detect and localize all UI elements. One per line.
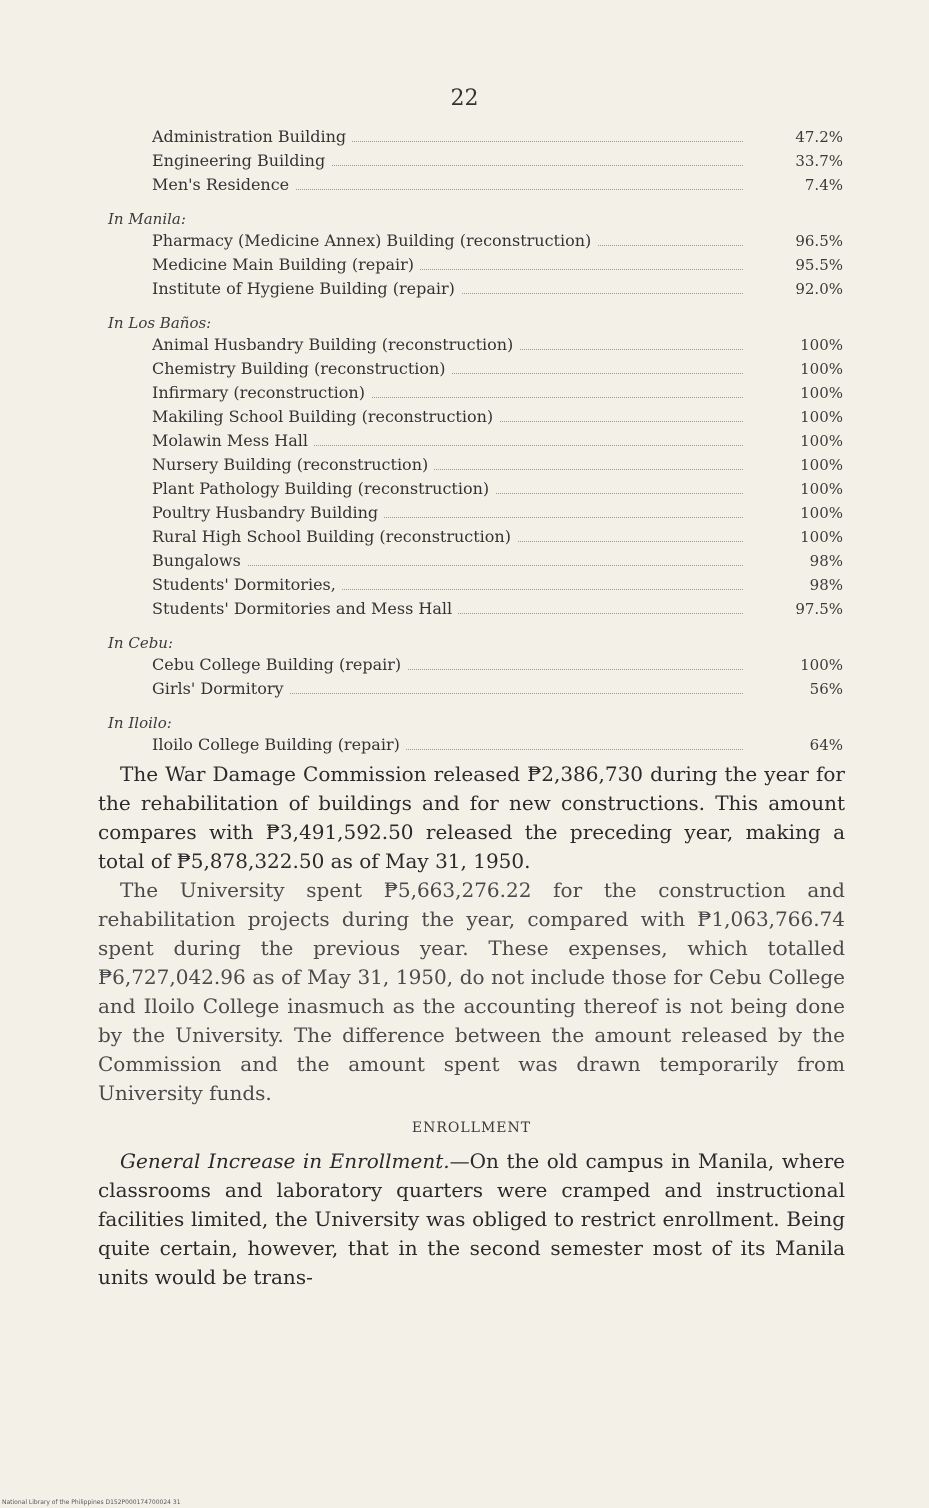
completion-percent: 100% [800,408,843,426]
building-group [108,209,843,301]
building-name: Engineering Building [152,151,331,170]
section-heading-enrollment: ENROLLMENT [411,1120,532,1136]
building-name: Rural High School Building (reconstruction) [152,527,517,546]
building-row [108,677,843,701]
building-row [108,477,843,501]
building-row [108,229,843,253]
building-progress-table [108,125,843,769]
building-name: Medicine Main Building (repair) [152,255,420,274]
completion-percent: 100% [800,504,843,522]
completion-percent: 47.2% [795,128,843,146]
completion-percent: 98% [809,576,843,594]
building-name: Molawin Mess Hall [152,431,314,450]
group-heading: In Iloilo: [108,714,172,732]
building-row [108,573,843,597]
building-group [108,713,843,757]
building-name: Pharmacy (Medicine Annex) Building (reconstruction) [152,231,597,250]
building-name: Poultry Husbandry Building [152,503,384,522]
building-group [108,633,843,701]
building-row [108,653,843,677]
building-row [108,149,843,173]
group-heading: In Manila: [108,210,186,228]
building-name: Men's Residence [152,175,295,194]
group-heading: In Cebu: [108,634,174,652]
building-name: Makiling School Building (reconstruction) [152,407,499,426]
building-row [108,253,843,277]
completion-percent: 100% [800,432,843,450]
scan-footer: National Library of the Philippines D152P000174700024 31 [2,1499,181,1506]
paragraph-university-spending: The University spent ₱5,663,276.22 for the construction and rehabilitation projects during the year, compared with ₱1,063,766.74 spent during the previous year. These expenses, which totalled ₱6,727,042.96 as of May 31, 1950, do not include those for Cebu College and Iloilo College inasmuch as the accounting thereof is not being done by the University. The difference between the amount released by the Commission and the amount spent was drawn temporarily from University funds. [98,878,845,1105]
completion-percent: 100% [800,456,843,474]
building-name: Chemistry Building (reconstruction) [152,359,452,378]
building-name: Students' Dormitories, [152,575,342,594]
paragraph-enrollment [98,1147,845,1292]
completion-percent: 100% [800,656,843,674]
building-name: Institute of Hygiene Building (repair) [152,279,461,298]
building-row [108,549,843,573]
completion-percent: 92.0% [795,280,843,298]
completion-percent: 100% [800,336,843,354]
completion-percent: 97.5% [795,600,843,618]
completion-percent: 56% [809,680,843,698]
completion-percent: 100% [800,480,843,498]
building-group [108,313,843,621]
building-row [108,405,843,429]
building-row [108,453,843,477]
building-name: Plant Pathology Building (reconstruction) [152,479,495,498]
page-number: 22 [450,86,479,111]
building-row [108,381,843,405]
building-row [108,597,843,621]
building-name: Animal Husbandry Building (reconstruction) [152,335,519,354]
completion-percent: 33.7% [795,152,843,170]
completion-percent: 95.5% [795,256,843,274]
paragraph-war-damage: The War Damage Commission released ₱2,386,730 during the year for the rehabilitation of buildings and for new constructions. This amount compares with ₱3,491,592.50 released the preceding year, making a total of ₱5,878,322.50 as of May 31, 1950. [98,762,845,873]
completion-percent: 98% [809,552,843,570]
group-heading: In Los Baños: [108,314,212,332]
completion-percent: 100% [800,360,843,378]
building-row [108,173,843,197]
building-name: Nursery Building (reconstruction) [152,455,434,474]
building-name: Girls' Dormitory [152,679,290,698]
building-row [108,277,843,301]
building-row [108,333,843,357]
building-row [108,733,843,757]
building-row [108,125,843,149]
completion-percent: 64% [809,736,843,754]
completion-percent: 96.5% [795,232,843,250]
building-row [108,357,843,381]
building-group [108,125,843,197]
completion-percent: 100% [800,384,843,402]
building-row [108,429,843,453]
building-row [108,525,843,549]
paragraph-enrollment-text: —On the old campus in Manila, where classrooms and laboratory quarters were cramped and instructional facilities limited, the University was obliged to restrict enrollment. Being quite certain, however, that in the second semester most of its Manila units would be trans- [98,1149,845,1289]
completion-percent: 7.4% [804,176,843,194]
building-name: Infirmary (reconstruction) [152,383,371,402]
completion-percent: 100% [800,528,843,546]
building-row [108,501,843,525]
building-name: Iloilo College Building (repair) [152,735,406,754]
building-name: Administration Building [152,127,352,146]
body-text [98,760,845,1292]
building-name: Bungalows [152,551,247,570]
building-name: Cebu College Building (repair) [152,655,407,674]
run-in-heading: General Increase in Enrollment. [120,1149,450,1173]
building-name: Students' Dormitories and Mess Hall [152,599,458,618]
